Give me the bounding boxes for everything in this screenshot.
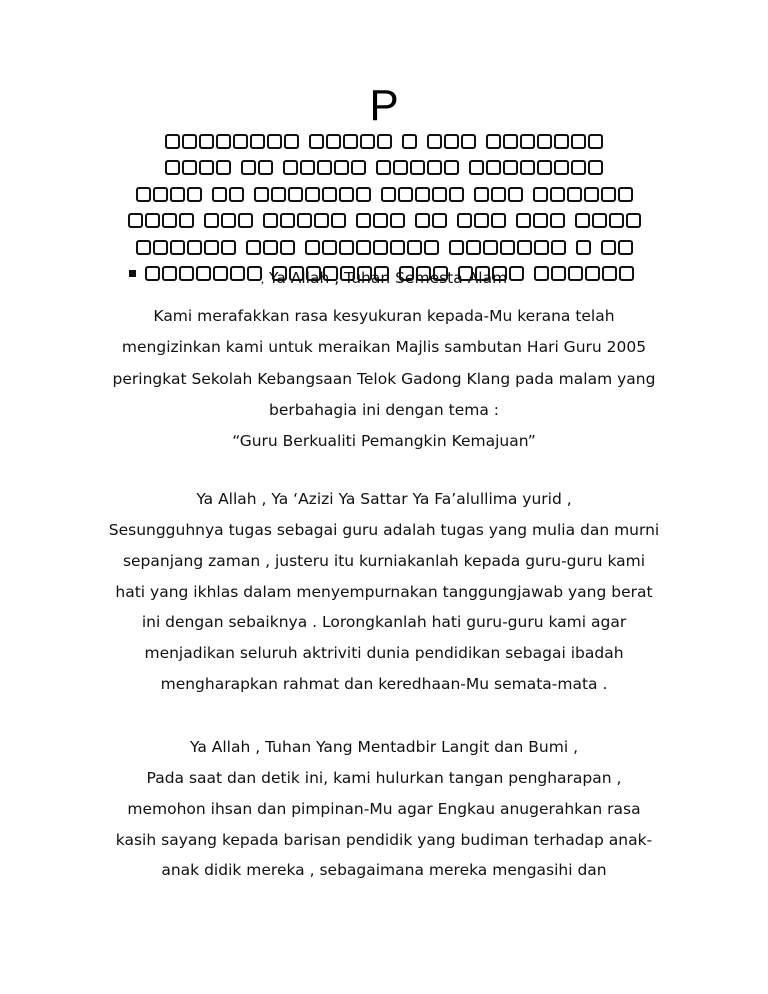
glyph-word (426, 134, 477, 149)
subtitle-line (0, 268, 768, 289)
missing-glyph-box (204, 240, 219, 255)
paragraph-1-line-5: “Guru Berkualiti Pemangkin Kemajuan” (232, 432, 536, 450)
missing-glyph-box (305, 240, 320, 255)
missing-glyph-box (449, 240, 464, 255)
missing-glyph-box (145, 213, 160, 228)
glyph-word (164, 134, 300, 149)
missing-glyph-box (229, 187, 244, 202)
missing-glyph-box (626, 213, 641, 228)
missing-glyph-box (339, 240, 354, 255)
missing-glyph-box (516, 213, 531, 228)
missing-glyph-box (246, 240, 261, 255)
missing-glyph-box (554, 160, 569, 175)
missing-glyph-box (469, 160, 484, 175)
missing-glyph-box (390, 240, 405, 255)
missing-glyph-box (424, 240, 439, 255)
missing-glyph-box (267, 134, 282, 149)
glyph-word (304, 240, 440, 255)
missing-glyph-box (520, 160, 535, 175)
glyph-word (473, 187, 524, 202)
missing-glyph-box (466, 240, 481, 255)
missing-glyph-box (500, 240, 515, 255)
glyph-word (262, 213, 347, 228)
missing-glyph-box (221, 213, 236, 228)
missing-glyph-box (508, 187, 523, 202)
missing-glyph-box (432, 213, 447, 228)
glyph-word (468, 160, 604, 175)
glyph-line (0, 160, 768, 183)
missing-glyph-box (254, 187, 269, 202)
drop-cap-letter: P (369, 81, 399, 130)
missing-glyph-box (300, 160, 315, 175)
missing-glyph-box (182, 160, 197, 175)
missing-glyph-box (592, 213, 607, 228)
glyph-word (245, 240, 296, 255)
missing-glyph-box (271, 187, 286, 202)
paragraph-1-line-1: Kami merafakkan rasa kesyukuran kepada-Mu kerana telah (153, 307, 615, 325)
missing-glyph-box (415, 213, 430, 228)
glyph-word (203, 213, 254, 228)
missing-glyph-box (575, 213, 590, 228)
missing-glyph-box (322, 240, 337, 255)
missing-glyph-box (314, 213, 329, 228)
missing-glyph-box (407, 240, 422, 255)
missing-glyph-box (537, 160, 552, 175)
paragraph-1-line-2: mengizinkan kami untuk meraikan Majlis sambutan Hari Guru 2005 (121, 338, 647, 356)
missing-glyph-box (182, 134, 197, 149)
missing-glyph-box (609, 213, 624, 228)
missing-glyph-box (520, 134, 535, 149)
glyph-word (135, 240, 237, 255)
paragraph-2-line-3: sepanjang zaman , justeru itu kurniakanlah kepada guru-guru kami (122, 552, 646, 570)
missing-glyph-box (305, 187, 320, 202)
missing-glyph-box (216, 160, 231, 175)
missing-glyph-box (297, 213, 312, 228)
missing-glyph-box (588, 160, 603, 175)
missing-glyph-box (503, 160, 518, 175)
missing-glyph-box (199, 134, 214, 149)
glyph-word (448, 240, 567, 255)
missing-glyph-box (280, 213, 295, 228)
missing-glyph-box (284, 134, 299, 149)
missing-glyph-box (339, 187, 354, 202)
missing-glyph-box (551, 240, 566, 255)
glyph-line (0, 213, 768, 236)
missing-glyph-box (427, 134, 442, 149)
missing-glyph-box (360, 134, 375, 149)
glyph-word (600, 240, 634, 255)
missing-glyph-box (343, 134, 358, 149)
missing-glyph-box (128, 213, 143, 228)
glyph-line (0, 240, 768, 263)
missing-glyph-box (258, 160, 273, 175)
missing-glyph-box (415, 187, 430, 202)
missing-glyph-box (356, 213, 371, 228)
missing-glyph-box (444, 134, 459, 149)
missing-glyph-box (170, 187, 185, 202)
missing-glyph-box (250, 134, 265, 149)
missing-glyph-box (351, 160, 366, 175)
paragraph-2-line-6: menjadikan seluruh aktriviti dunia pendidikan sebagai ibadah (144, 644, 624, 662)
missing-glyph-box (334, 160, 349, 175)
paragraph-3-line-5: anak didik mereka , sebagaimana mereka mengasihi dan (161, 861, 607, 879)
missing-glyph-box (309, 134, 324, 149)
missing-glyph-box (567, 187, 582, 202)
missing-glyph-box (390, 213, 405, 228)
missing-glyph-box (618, 240, 633, 255)
missing-glyph-box (474, 187, 489, 202)
paragraph-1-line-4: berbahagia ini dengan tema : (269, 401, 499, 419)
glyph-word (375, 160, 460, 175)
glyph-word (135, 187, 203, 202)
glyph-word (515, 213, 566, 228)
missing-glyph-box (601, 240, 616, 255)
missing-glyph-box (584, 187, 599, 202)
missing-glyph-box (165, 134, 180, 149)
glyph-word (532, 187, 634, 202)
missing-glyph-box (238, 213, 253, 228)
missing-glyph-box (162, 213, 177, 228)
paragraph-1-line-3: peringkat Sekolah Kebangsaan Telok Gadong Klang pada malam yang (112, 370, 656, 388)
missing-glyph-box (427, 160, 442, 175)
glyph-line (0, 187, 768, 210)
missing-glyph-box (483, 240, 498, 255)
missing-glyph-box (486, 160, 501, 175)
glyph-word (211, 187, 245, 202)
paragraph-2-line-2: Sesungguhnya tugas sebagai guru adalah tugas yang mulia dan murni (108, 521, 660, 539)
missing-glyph-box (588, 134, 603, 149)
paragraph-2-line-4: hati yang ikhlas dalam menyempurnakan tanggungjawab yang berat (115, 583, 653, 601)
glyph-word (401, 134, 418, 149)
missing-glyph-box (554, 134, 569, 149)
missing-glyph-box (179, 213, 194, 228)
missing-glyph-box (326, 134, 341, 149)
missing-glyph-box (491, 213, 506, 228)
missing-glyph-box (571, 134, 586, 149)
glyph-line (0, 134, 768, 157)
missing-glyph-box (233, 134, 248, 149)
missing-glyph-box (187, 187, 202, 202)
missing-glyph-box (533, 213, 548, 228)
missing-glyph-box (381, 187, 396, 202)
missing-glyph-box (373, 213, 388, 228)
glyph-word (575, 240, 592, 255)
glyph-word (164, 160, 232, 175)
missing-glyph-box (165, 160, 180, 175)
missing-glyph-box (377, 134, 392, 149)
missing-glyph-box (280, 240, 295, 255)
missing-glyph-box (322, 187, 337, 202)
missing-glyph-box (393, 160, 408, 175)
missing-glyph-box (136, 240, 151, 255)
paragraph-2-line-1: Ya Allah , Ya ‘Azizi Ya Sattar Ya Fa’alullima yurid , (196, 490, 572, 508)
missing-glyph-box (457, 213, 472, 228)
paragraph-3-line-3: memohon ihsan dan pimpinan-Mu agar Engkau anugerahkan rasa (127, 800, 641, 818)
missing-glyph-box (263, 213, 278, 228)
missing-glyph-box (618, 187, 633, 202)
paragraph-3-line-4: kasih sayang kepada barisan pendidik yang budiman terhadap anak- (115, 831, 653, 849)
missing-glyph-box (486, 134, 501, 149)
missing-glyph-box (376, 160, 391, 175)
missing-glyph-box (461, 134, 476, 149)
glyph-word (282, 160, 367, 175)
missing-glyph-box (398, 187, 413, 202)
glyph-word (127, 213, 195, 228)
missing-glyph-box (212, 187, 227, 202)
glyph-word (240, 160, 274, 175)
missing-glyph-box (550, 213, 565, 228)
missing-glyph-box (533, 187, 548, 202)
missing-glyph-box (373, 240, 388, 255)
missing-glyph-box (187, 240, 202, 255)
missing-glyph-box (263, 240, 278, 255)
subtitle-text: Ya Allah , Tuhan Semesta Alam (269, 269, 508, 287)
missing-glyph-box (449, 187, 464, 202)
missing-glyph-box (317, 160, 332, 175)
subtitle-comma: , (260, 271, 265, 286)
missing-glyph-box (153, 240, 168, 255)
glyph-word (355, 213, 406, 228)
paragraph-2-line-5: ini dengan sebaiknya . Lorongkanlah hati guru-guru kami agar (141, 613, 627, 631)
missing-glyph-box (216, 134, 231, 149)
missing-glyph-box (356, 187, 371, 202)
missing-glyph-box (153, 187, 168, 202)
glyph-word (380, 187, 465, 202)
missing-glyph-box (288, 187, 303, 202)
glyph-word (308, 134, 393, 149)
missing-glyph-box (571, 160, 586, 175)
missing-glyph-box (402, 134, 417, 149)
missing-glyph-box (601, 187, 616, 202)
missing-glyph-box (432, 187, 447, 202)
missing-glyph-box (199, 160, 214, 175)
missing-glyph-box (534, 240, 549, 255)
missing-glyph-box (576, 240, 591, 255)
missing-glyph-box (331, 213, 346, 228)
glyph-word (485, 134, 604, 149)
glyph-word (456, 213, 507, 228)
paragraph-3-line-1: Ya Allah , Tuhan Yang Mentadbir Langit dan Bumi , (189, 738, 578, 756)
glyph-word (414, 213, 448, 228)
glyph-word (574, 213, 642, 228)
missing-glyph-box (444, 160, 459, 175)
missing-glyph-box (410, 160, 425, 175)
missing-glyph-box (474, 213, 489, 228)
missing-glyph-box (241, 160, 256, 175)
paragraph-2-line-7: mengharapkan rahmat dan keredhaan-Mu semata-mata . (160, 675, 608, 693)
missing-glyph-box (204, 213, 219, 228)
missing-glyph-box (136, 187, 151, 202)
paragraph-3-line-2: Pada saat dan detik ini, kami hulurkan tangan pengharapan , (146, 769, 622, 787)
missing-glyph-box (170, 240, 185, 255)
missing-glyph-box (221, 240, 236, 255)
missing-glyph-box (491, 187, 506, 202)
missing-glyph-box (503, 134, 518, 149)
missing-glyph-box (356, 240, 371, 255)
missing-glyph-box (283, 160, 298, 175)
missing-glyph-box (550, 187, 565, 202)
glyph-word (253, 187, 372, 202)
missing-glyph-box (537, 134, 552, 149)
missing-glyph-box (517, 240, 532, 255)
